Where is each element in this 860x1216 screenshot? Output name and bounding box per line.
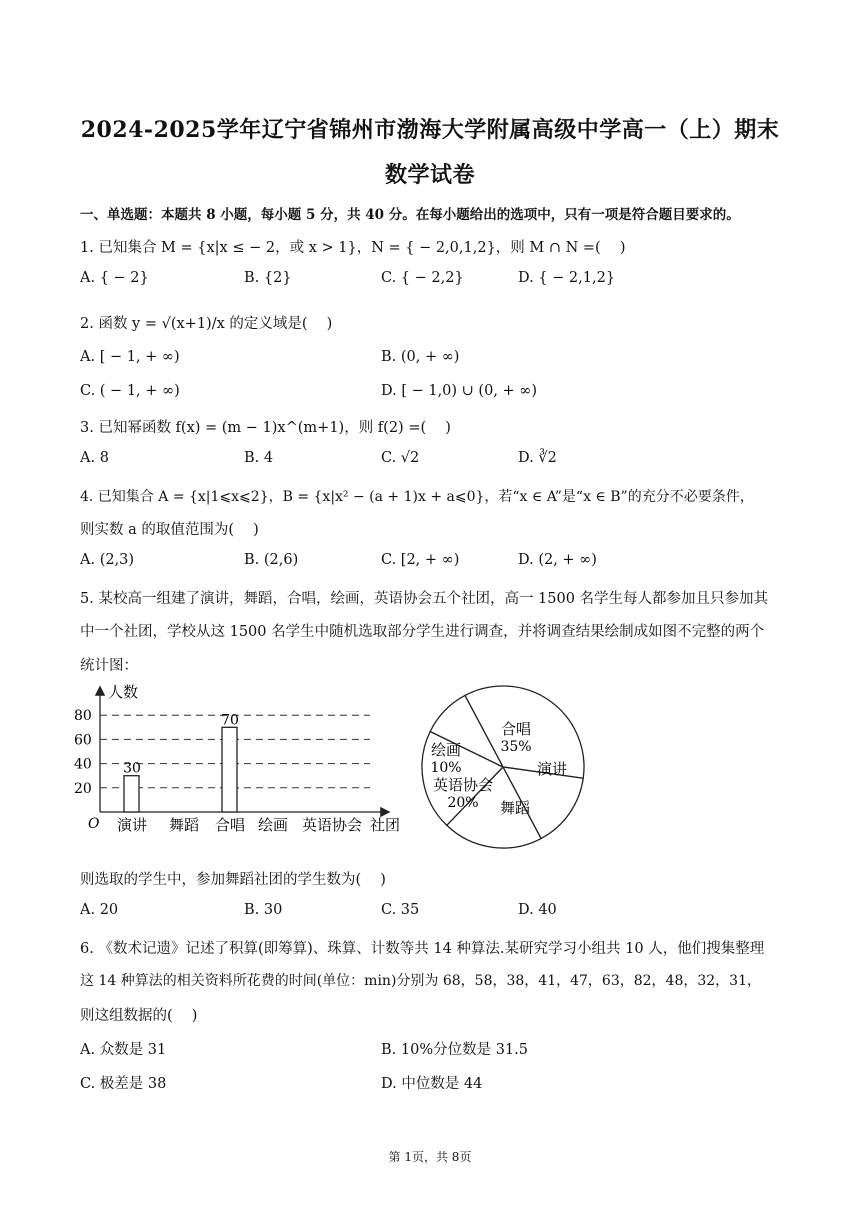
bar-category-label: 绘画	[257, 816, 289, 834]
q5-option-d: D. 40	[518, 902, 557, 918]
bar-category-label: 舞蹈	[168, 816, 200, 834]
page-footer: 第 1页，共 8页	[388, 1150, 472, 1164]
pie-slice-name: 舞蹈	[499, 799, 531, 817]
q4-option-b: B. (2,6)	[244, 552, 299, 568]
bar-chart-ylabel: 人数	[108, 683, 139, 701]
bar-category-label: 英语协会	[301, 816, 363, 834]
q2-option-a: A. [ − 1, + ∞)	[80, 349, 180, 365]
q3-option-d: D. ∛2	[518, 450, 557, 466]
bar	[222, 727, 237, 812]
bar-category-label: 演讲	[116, 816, 148, 834]
bar-chart-xlabel: 社团	[370, 816, 401, 834]
q1-option-d: D. { − 2,1,2}	[518, 270, 616, 286]
exam-title-line1: 2024-2025学年辽宁省锦州市渤海大学附属高级中学高一（上）期末	[80, 117, 780, 143]
q2-option-d: D. [ − 1,0) ∪ (0, + ∞)	[381, 383, 538, 399]
bar-ytick-label: 40	[74, 756, 92, 773]
bar-ytick-label: 60	[74, 732, 92, 749]
pie-slice-percent: 10%	[430, 760, 462, 776]
section-header: 一、单选题：本题共 8 小题，每小题 5 分，共 40 分。在每小题给出的选项中，只有一项是符合题目要求的。	[80, 207, 740, 223]
bar-ytick-label: 80	[74, 708, 92, 725]
q5-option-a: A. 20	[80, 902, 119, 918]
bar-category-label: 合唱	[214, 816, 246, 834]
q5-stem-line1: 5. 某校高一组建了演讲，舞蹈，合唱，绘画，英语协会五个社团，高一 1500 名学生每人都参加且只参加其	[80, 591, 769, 607]
q4-option-c: C. [2, + ∞)	[381, 552, 460, 568]
pie-slice-percent: 35%	[500, 739, 532, 755]
q6-option-d: D. 中位数是 44	[381, 1076, 483, 1092]
pie-slice-name: 演讲	[536, 760, 568, 778]
q2-option-b: B. (0, + ∞)	[381, 349, 460, 365]
q5-option-b: B. 30	[244, 902, 283, 918]
exam-title-line2: 数学试卷	[384, 162, 475, 188]
q1-option-b: B. {2}	[244, 270, 292, 286]
q4-stem-line1: 4. 已知集合 A = {x|1⩽x⩽2}，B = {x|x² − (a + 1)x + a⩽0}，若“x ∈ A”是“x ∈ B”的充分不必要条件，	[80, 489, 754, 505]
bar-value-label: 70	[221, 712, 239, 729]
q4-option-a: A. (2,3)	[80, 552, 135, 568]
pie-slice-percent: 20%	[447, 795, 479, 811]
q6-stem-line1: 6. 《数术记遗》记述了积算(即筹算)、珠算、计数等共 14 种算法.某研究学习小组共 10 人，他们搜集整理	[80, 941, 765, 957]
q2-stem: 2. 函数 y = √(x+1)/x 的定义域是( )	[80, 316, 333, 332]
q1-stem: 1. 已知集合 M = {x|x ≤ − 2，或 x > 1}，N = { − 2,0,1,2}，则 M ∩ N =( )	[80, 240, 626, 256]
q6-option-c: C. 极差是 38	[80, 1076, 167, 1092]
q6-option-b: B. 10%分位数是 31.5	[381, 1042, 528, 1058]
bar-chart	[70, 680, 415, 840]
bar	[124, 776, 139, 812]
q2-option-c: C. ( − 1, + ∞)	[80, 383, 180, 399]
q5-stem-line3: 统计图：	[80, 658, 138, 674]
q3-option-a: A. 8	[80, 450, 109, 466]
q1-option-a: A. { − 2}	[80, 270, 149, 286]
bar-chart-origin: O	[88, 816, 100, 832]
q1-option-c: C. { − 2,2}	[381, 270, 464, 286]
q6-option-a: A. 众数是 31	[80, 1042, 167, 1058]
bar-value-label: 30	[123, 760, 141, 777]
q3-option-c: C. √2	[381, 450, 420, 466]
q3-option-b: B. 4	[244, 450, 274, 466]
pie-slice-name: 英语协会	[432, 776, 494, 794]
pie-slice-name: 绘画	[430, 741, 462, 759]
q5-stem-line2: 中一个社团，学校从这 1500 名学生中随机选取部分学生进行调查，并将调查结果绘制成如图不完整的两个	[80, 624, 765, 640]
pie-slice-name: 合唱	[500, 720, 532, 738]
bar-ytick-label: 20	[74, 780, 92, 797]
q4-option-d: D. (2, + ∞)	[518, 552, 597, 568]
q5-option-c: C. 35	[381, 902, 420, 918]
q4-stem-line2: 则实数 a 的取值范围为( )	[80, 522, 259, 538]
q3-stem: 3. 已知幂函数 f(x) = (m − 1)x^(m+1)，则 f(2) =( )	[80, 420, 451, 436]
pie-chart	[418, 682, 588, 852]
q6-stem-line3: 则这组数据的( )	[80, 1008, 198, 1024]
q6-stem-line2: 这 14 种算法的相关资料所花费的时间(单位：min)分别为 68，58，38，41，47，63，82，48，32，31，	[80, 973, 762, 989]
q5-after: 则选取的学生中，参加舞蹈社团的学生数为( )	[80, 872, 386, 888]
